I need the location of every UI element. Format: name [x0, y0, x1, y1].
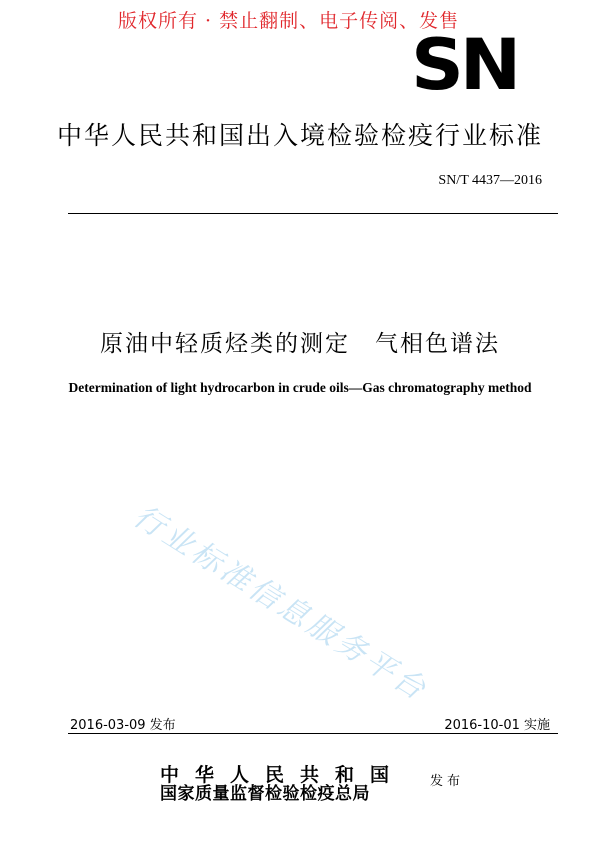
- publisher-suffix: 发布: [430, 774, 465, 789]
- organization-title: 中华人民共和国出入境检验检疫行业标准: [56, 121, 543, 150]
- issue-date: 2016-03-09 发布: [70, 718, 176, 733]
- copyright-notice: 版权所有 · 禁止翻制、电子传阅、发售: [118, 10, 460, 32]
- document-title-english: Determination of light hydrocarbon in crude oils—Gas chromatography method: [68, 380, 532, 395]
- standard-code: SN/T 4437—2016: [438, 173, 542, 188]
- sn-logo: SN: [411, 24, 518, 106]
- implementation-date: 2016-10-01 实施: [444, 718, 550, 733]
- document-title-chinese: 原油中轻质烃类的测定 气相色谱法: [100, 331, 500, 357]
- publisher-line-1: 中华人民共和国: [160, 764, 406, 786]
- bottom-divider: [68, 733, 558, 734]
- watermark: 行业标准信息服务平台: [127, 498, 435, 709]
- top-divider: [68, 213, 558, 214]
- publisher-line-2: 国家质量监督检验检疫总局: [160, 784, 370, 804]
